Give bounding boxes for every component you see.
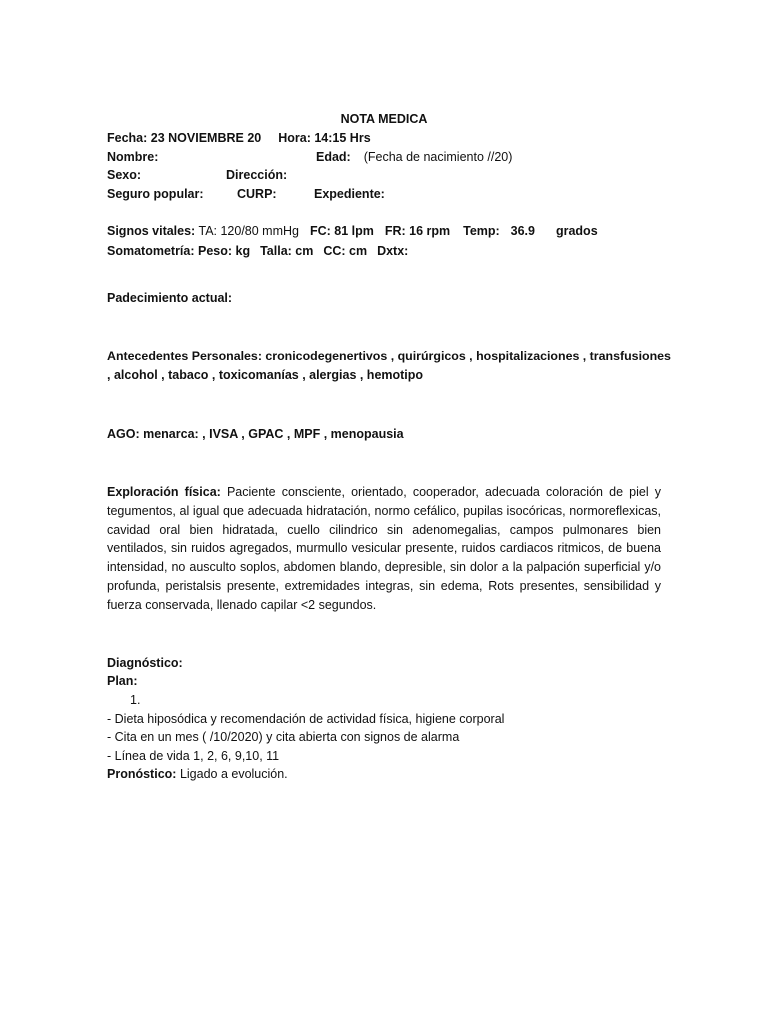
plan-label: Plan: [107,674,138,688]
seguro-label: Seguro popular: [107,187,204,201]
sexo-label: Sexo: [107,168,142,182]
fecha-hora-line [107,129,371,147]
ago-line: AGO: menarca: , IVSA , GPAC , MPF , menopausia [107,427,404,441]
pronostico-line [107,765,288,783]
padecimiento-label: Padecimiento actual: [107,291,233,305]
plan-line-dieta: - Dieta hiposódica y recomendación de actividad física, higiene corporal [107,712,505,726]
cc-value: CC: cm [323,244,368,258]
nombre-label: Nombre: [107,150,159,164]
talla-value: Talla: cm [260,244,314,258]
temp-unit: grados [555,224,598,238]
expediente-label: Expediente: [314,187,385,201]
diagnostico-label: Diagnóstico: [107,656,183,670]
direccion-label: Dirección: [226,168,288,182]
plan-line-cita: - Cita en un mes ( /10/2020) y cita abierta con signos de alarma [107,730,460,744]
vitals-line [107,222,598,240]
curp-label: CURP: [237,187,277,201]
plan-line-linea-vida: - Línea de vida 1, 2, 6, 9,10, 11 [107,749,280,763]
pronostico-value: Ligado a evolución. [179,767,288,781]
pronostico-label: Pronóstico: [107,767,177,781]
exploracion-paragraph [107,483,661,615]
antecedentes-line-1: Antecedentes Personales: cronicodegenertivos , quirúrgicos , hospitalizaciones , transfusiones [107,349,671,363]
document-title: NOTA MEDICA [340,112,428,126]
dxtx-label: Dxtx: [377,244,409,258]
somatometria-label: Somatometría: [107,244,195,258]
exploracion-label: Exploración física: [107,485,221,499]
hora-value: 14:15 Hrs [314,131,371,145]
hora-label: Hora: [278,131,311,145]
fc-value: FC: 81 lpm [309,224,374,238]
temp-label: Temp: [463,224,500,238]
somatometria-line [107,242,408,260]
signos-label: Signos vitales: [107,224,196,238]
fecha-label: Fecha: [107,131,148,145]
antecedentes-line-2: , alcohol , tabaco , toxicomanías , alergias , hemotipo [107,368,424,382]
ta-value: TA: 120/80 mmHg [198,224,299,238]
exploracion-text: Paciente consciente, orientado, cooperador, adecuada coloración de piel y tegumentos, al igual que adecuada hidratación, normo cefálico, pupilas isocóricas, normoreflexicas, cavidad oral bien hidratada, cuello cilindrico sin adenomegalias, campos pulmonares bien ventilados, sin ruidos agregados, murmullo vesicular presente, ruidos cardiacos ritmicos, de buena intensidad, no ausculto soplos, abdomen blando, depresible, sin dolor a la palpación superficial y/o profunda, peristalsis presente, extremidades integras, sin edema, Rots presentes, sensibilidad y fuerza conservada, llenado capilar <2 segundos. [107,485,661,612]
fecha-value: 23 NOVIEMBRE 20 [150,131,262,145]
plan-item-number: 1. [130,693,141,707]
edad-label: Edad: [316,150,351,164]
fr-value: FR: 16 rpm [384,224,451,238]
edad-group [316,148,512,166]
temp-value: 36.9 [510,224,535,238]
edad-value: (Fecha de nacimiento //20) [363,150,513,164]
peso-value: Peso: kg [198,244,251,258]
